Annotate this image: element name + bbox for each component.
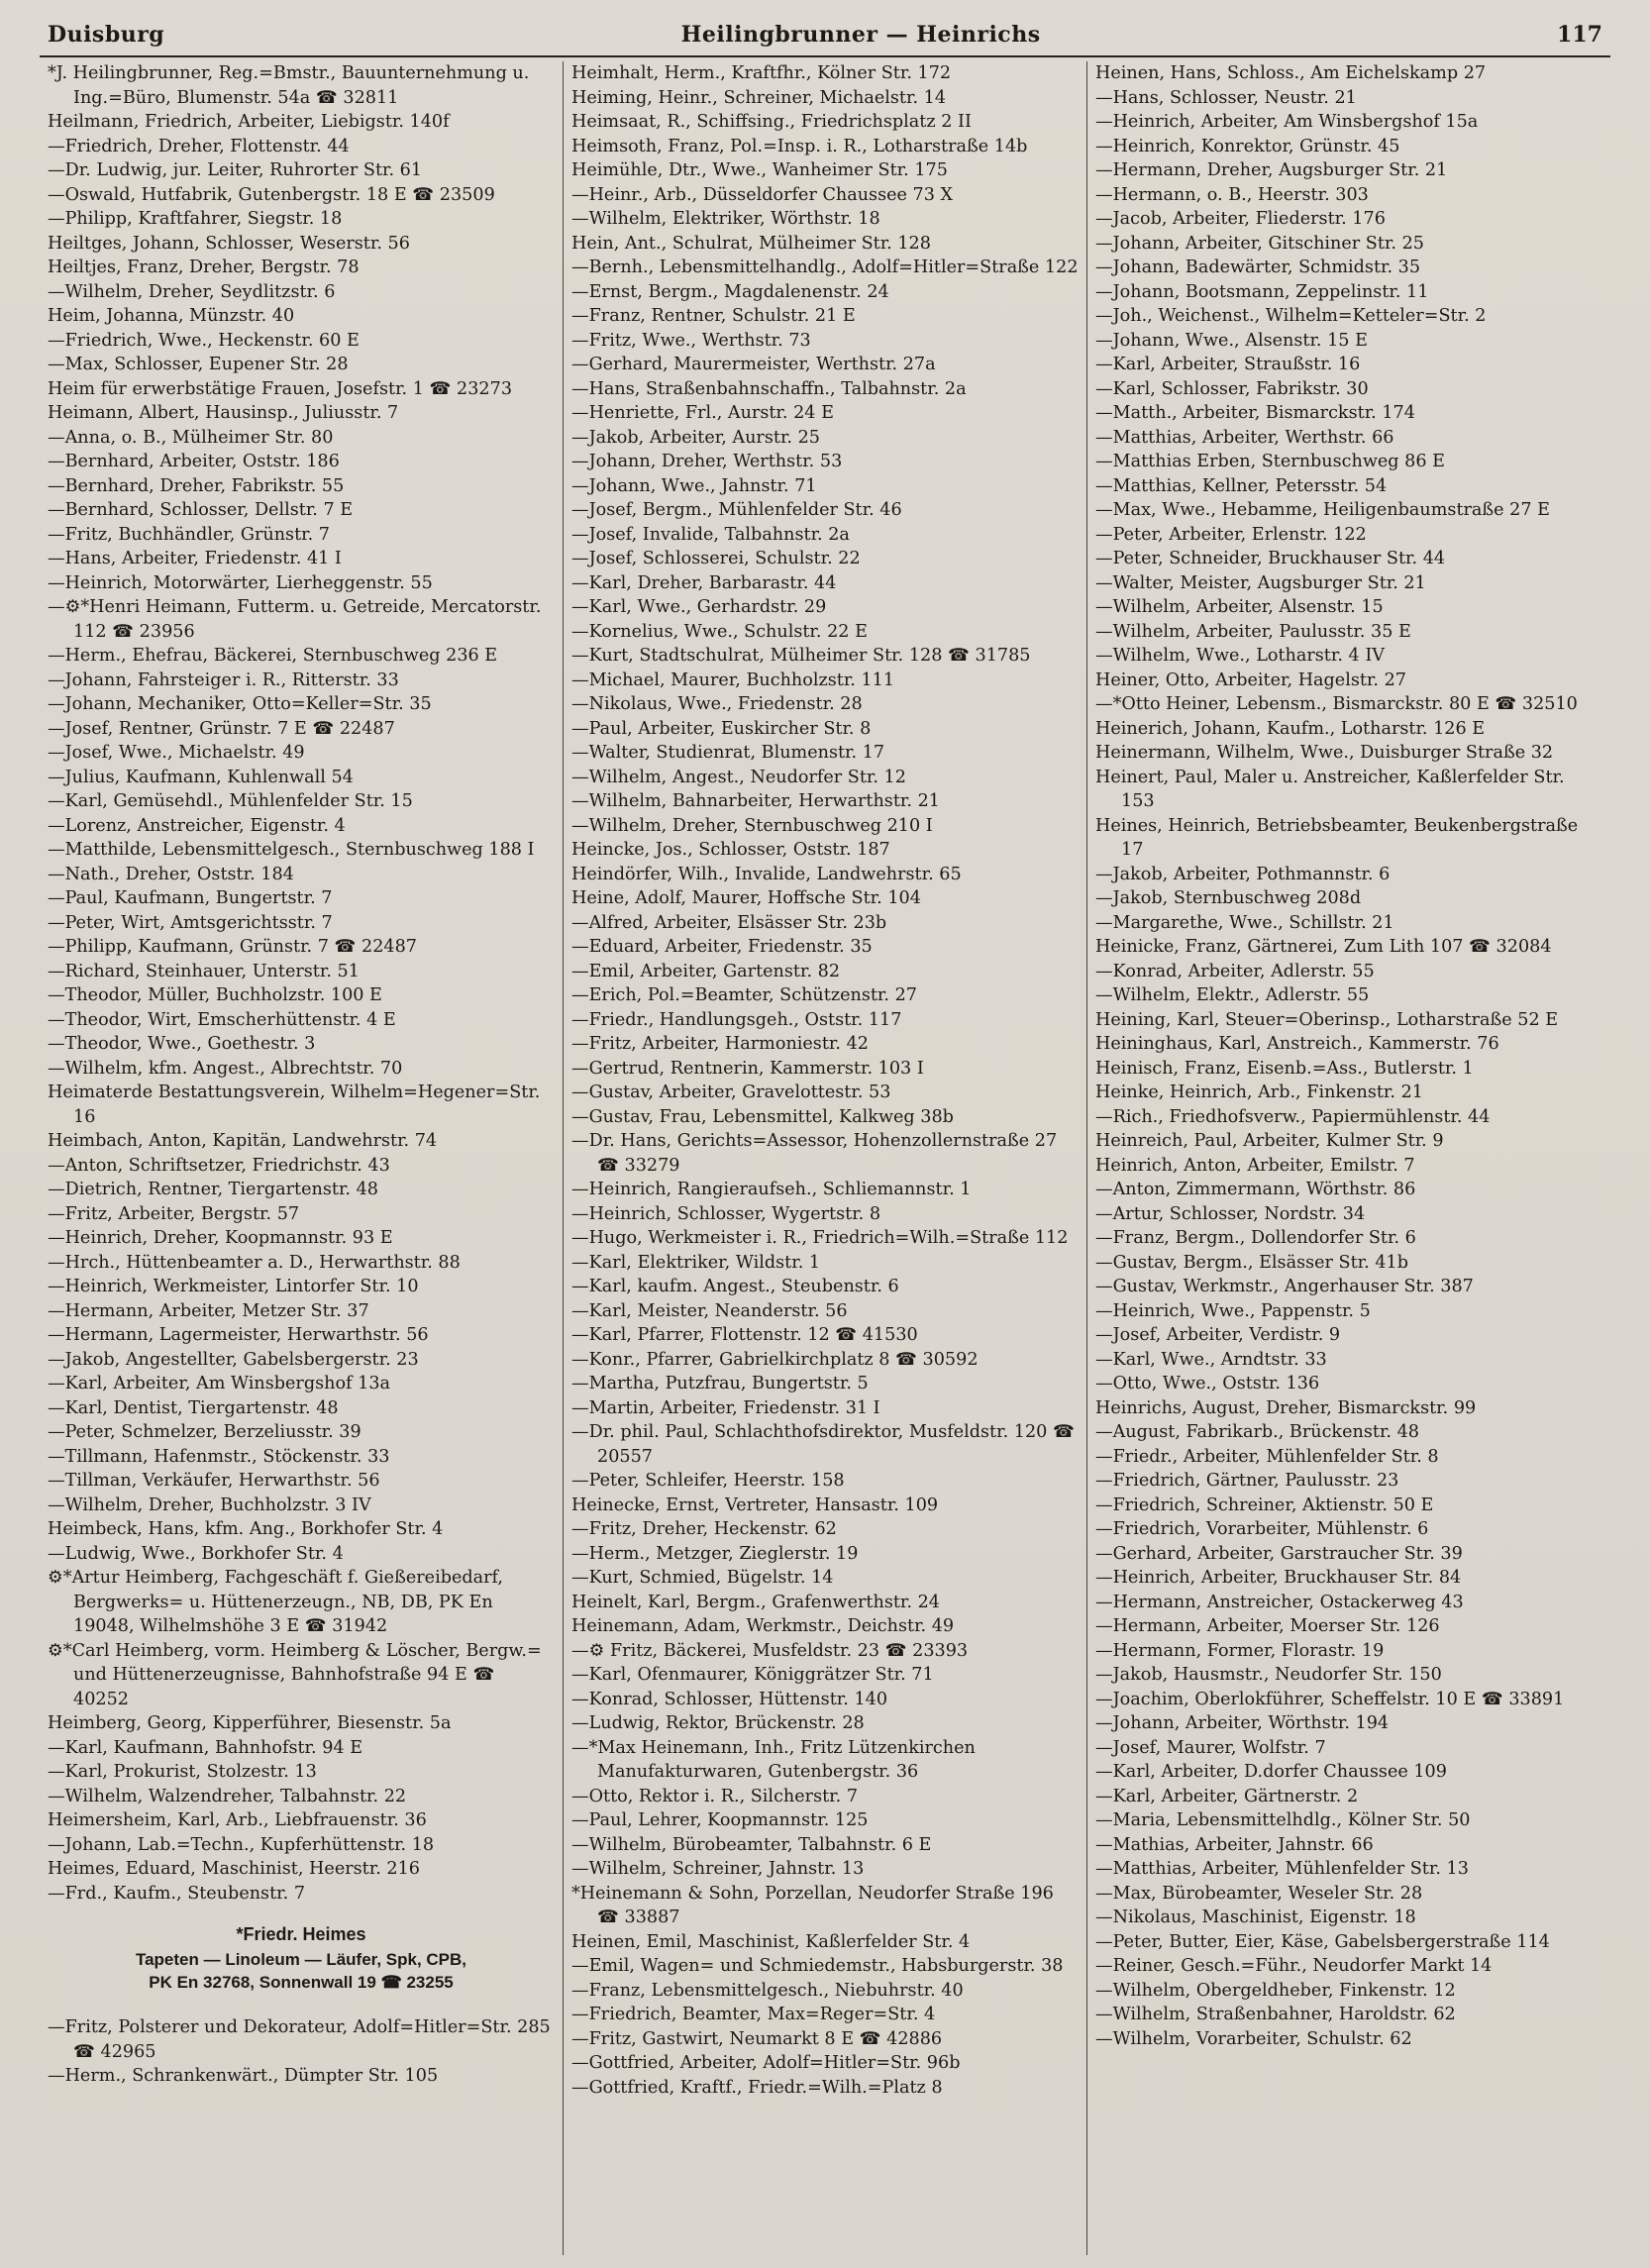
directory-entry: Heiming, Heinr., Schreiner, Michaelstr. 14 — [571, 87, 947, 108]
directory-entry: Heimersheim, Karl, Arb., Liebfrauenstr. 36 — [48, 1810, 427, 1830]
directory-entry: —Max, Bürobeamter, Weseler Str. 28 — [1095, 1883, 1423, 1904]
directory-entry: —Wilhelm, Schreiner, Jahnstr. 13 — [571, 1859, 865, 1879]
directory-entry: —Julius, Kaufmann, Kuhlenwall 54 — [48, 767, 354, 787]
directory-entry: —Gerhard, Arbeiter, Garstraucher Str. 39 — [1095, 1543, 1463, 1564]
directory-entry: Heinreich, Paul, Arbeiter, Kulmer Str. 9 — [1095, 1131, 1444, 1151]
directory-entry: —Friedrich, Beamter, Max=Reger=Str. 4 — [571, 2005, 936, 2024]
directory-entry: —Karl, Wwe., Arndtstr. 33 — [1095, 1349, 1327, 1370]
directory-entry: —Hermann, Dreher, Augsburger Str. 21 — [1095, 160, 1448, 180]
directory-entry: —Ludwig, Wwe., Borkhofer Str. 4 — [48, 1543, 344, 1564]
directory-entry: —Nikolaus, Maschinist, Eigenstr. 18 — [1095, 1907, 1416, 1927]
directory-entry: —Heinrich, Werkmeister, Lintorfer Str. 10 — [48, 1277, 419, 1296]
directory-entry: —Johann, Wwe., Alsenstr. 15 E — [1095, 330, 1368, 351]
directory-entry: —Karl, Prokurist, Stolzestr. 13 — [48, 1762, 317, 1782]
directory-entry: —Matthias Erben, Sternbuschweg 86 E — [1095, 452, 1445, 471]
directory-entry: —Heinrich, Arbeiter, Am Winsbergshof 15a — [1095, 112, 1479, 132]
directory-entry: —Jakob, Angestellter, Gabelsbergerstr. 23 — [48, 1349, 419, 1370]
directory-entry: —Hermann, Former, Florastr. 19 — [1095, 1640, 1385, 1661]
directory-entry: —Fritz, Arbeiter, Bergstr. 57 — [48, 1203, 300, 1224]
directory-entry: Heiltjes, Franz, Dreher, Bergstr. 78 — [48, 258, 360, 277]
directory-entry: —Gertrud, Rentnerin, Kammerstr. 103 I — [571, 1058, 924, 1079]
directory-entry: —Dr. phil. Paul, Schlachthofsdirektor, Musfeldstr. 120 ☎ 20557 — [571, 1422, 1075, 1467]
directory-entry: Heimbeck, Hans, kfm. Ang., Borkhofer Str. 4 — [48, 1519, 444, 1539]
directory-entry: —Nikolaus, Wwe., Friedenstr. 28 — [571, 694, 863, 714]
directory-entry: —Johann, Bootsmann, Zeppelinstr. 11 — [1095, 281, 1429, 302]
directory-entry: —Heinr., Arb., Düsseldorfer Chaussee 73 X — [571, 184, 954, 205]
directory-entry: —Herm., Metzger, Zieglerstr. 19 — [571, 1543, 859, 1564]
directory-entry: —Karl, Pfarrer, Flottenstr. 12 ☎ 41530 — [571, 1325, 918, 1345]
directory-entry: —Wilhelm, Arbeiter, Alsenstr. 15 — [1095, 597, 1384, 617]
directory-entry: —Josef, Wwe., Michaelstr. 49 — [48, 743, 305, 763]
directory-entry: —Jacob, Arbeiter, Fliederstr. 176 — [1095, 209, 1386, 229]
directory-entry: —Richard, Steinhauer, Unterstr. 51 — [48, 961, 360, 981]
directory-entry: —Heinrich, Arbeiter, Bruckhauser Str. 84 — [1095, 1568, 1462, 1588]
directory-entry: —Emil, Wagen= und Schmiedemstr., Habsburgerstr. 38 — [571, 1956, 1064, 1976]
ad-name: *Friedr. Heimes — [236, 1924, 366, 1944]
directory-entry: —Josef, Maurer, Wolfstr. 7 — [1095, 1737, 1326, 1758]
directory-entry: —Josef, Schlosserei, Schulstr. 22 — [571, 549, 861, 568]
ad-line-1: Tapeten — Linoleum — Läufer, Spk, CPB, — [135, 1950, 467, 1969]
directory-entry: Heine, Adolf, Maurer, Hoffsche Str. 104 — [571, 888, 921, 908]
directory-entry: —Heinrich, Wwe., Pappenstr. 5 — [1095, 1300, 1371, 1321]
directory-entry: —Wilhelm, Bürobeamter, Talbahnstr. 6 E — [571, 1834, 932, 1855]
directory-entry: Heinrich, Anton, Arbeiter, Emilstr. 7 — [1095, 1155, 1415, 1176]
directory-entry: —Bernhard, Arbeiter, Oststr. 186 — [48, 452, 340, 471]
page-number: 117 — [1557, 22, 1602, 48]
directory-entry: —Karl, Arbeiter, Am Winsbergshof 13a — [48, 1374, 391, 1393]
directory-entry: —Konrad, Schlosser, Hüttenstr. 140 — [571, 1689, 888, 1709]
directory-entry: —Gustav, Frau, Lebensmittel, Kalkweg 38b — [571, 1106, 954, 1127]
directory-entry: Heinke, Heinrich, Arb., Finkenstr. 21 — [1095, 1082, 1423, 1102]
directory-entry: *Heinemann & Sohn, Porzellan, Neudorfer Straße 196 ☎ 33887 — [571, 1883, 1054, 1927]
directory-entry: —Kornelius, Wwe., Schulstr. 22 E — [571, 621, 868, 642]
directory-entry: —Jakob, Hausmstr., Neudorfer Str. 150 — [1095, 1665, 1442, 1685]
directory-entry: —Karl, Dreher, Barbarastr. 44 — [571, 572, 837, 593]
directory-entry: —Heinrich, Dreher, Koopmannstr. 93 E — [48, 1228, 393, 1248]
directory-entry: —Peter, Schneider, Bruckhauser Str. 44 — [1095, 549, 1446, 568]
directory-entry: —Josef, Rentner, Grünstr. 7 E ☎ 22487 — [48, 718, 395, 739]
directory-entry: —Dr. Hans, Gerichts=Assessor, Hohenzollernstraße 27 ☎ 33279 — [571, 1131, 1058, 1176]
directory-entry: —Josef, Arbeiter, Verdistr. 9 — [1095, 1325, 1341, 1345]
directory-entry: —Gustav, Werkmstr., Angerhauser Str. 387 — [1095, 1277, 1474, 1296]
column-left — [40, 61, 563, 2255]
directory-entry: —Wilhelm, kfm. Angest., Albrechtstr. 70 — [48, 1058, 403, 1079]
directory-entry: —Matthias, Kellner, Petersstr. 54 — [1095, 475, 1388, 496]
directory-entry: —Walter, Meister, Augsburger Str. 21 — [1095, 572, 1426, 593]
directory-entry: Heiltges, Johann, Schlosser, Weserstr. 56 — [48, 233, 410, 254]
directory-entry: —Wilhelm, Wwe., Lotharstr. 4 IV — [1095, 646, 1385, 666]
directory-entry: —Paul, Kaufmann, Bungertstr. 7 — [48, 888, 333, 908]
directory-entry: —Johann, Wwe., Jahnstr. 71 — [571, 475, 817, 496]
directory-entry: —Peter, Arbeiter, Erlenstr. 122 — [1095, 524, 1367, 545]
directory-entry: —Matthias, Arbeiter, Werthstr. 66 — [1095, 427, 1394, 448]
directory-entry: —Wilhelm, Elektriker, Wörthstr. 18 — [571, 209, 880, 229]
directory-entry: Heimsaat, R., Schiffsing., Friedrichsplatz 2 II — [571, 112, 972, 132]
header-name-range: Heilingbrunner — Heinrichs — [680, 22, 1041, 48]
directory-entry: —Theodor, Müller, Buchholzstr. 100 E — [48, 985, 382, 1005]
directory-entry: —Otto, Wwe., Oststr. 136 — [1095, 1374, 1320, 1393]
directory-entry: —Karl, Ofenmaurer, Königgrätzer Str. 71 — [571, 1665, 934, 1685]
directory-entry: —*Otto Heiner, Lebensm., Bismarckstr. 80 E ☎ 32510 — [1095, 694, 1578, 714]
directory-entry: —Gottfried, Kraftf., Friedr.=Wilh.=Platz 8 — [571, 2077, 943, 2098]
directory-entry: —Otto, Rektor i. R., Silcherstr. 7 — [571, 1786, 859, 1806]
directory-entry: —Reiner, Gesch.=Führ., Neudorfer Markt 14 — [1095, 1956, 1493, 1976]
directory-entry: —Wilhelm, Arbeiter, Paulusstr. 35 E — [1095, 621, 1411, 642]
directory-entry: —Matthias, Arbeiter, Mühlenfelder Str. 13 — [1095, 1859, 1469, 1879]
directory-entry: —Karl, Arbeiter, D.dorfer Chaussee 109 — [1095, 1762, 1447, 1782]
directory-entry: —Martha, Putzfrau, Bungertstr. 5 — [571, 1374, 869, 1393]
directory-entry: —Ludwig, Rektor, Brückenstr. 28 — [571, 1713, 865, 1733]
directory-entry: Heinicke, Franz, Gärtnerei, Zum Lith 107 ☎ 32084 — [1095, 937, 1552, 957]
directory-entry: Heiner, Otto, Arbeiter, Hagelstr. 27 — [1095, 670, 1406, 690]
directory-entry: —Hermann, Arbeiter, Moerser Str. 126 — [1095, 1616, 1440, 1636]
directory-entry: —Fritz, Arbeiter, Harmoniestr. 42 — [571, 1034, 869, 1054]
column-middle — [563, 61, 1086, 2255]
directory-entry: —Fritz, Gastwirt, Neumarkt 8 E ☎ 42886 — [571, 2028, 943, 2049]
directory-entry: —Matth., Arbeiter, Bismarckstr. 174 — [1095, 403, 1415, 423]
directory-entry: —Hermann, Anstreicher, Ostackerweg 43 — [1095, 1592, 1464, 1612]
directory-entry: —Rich., Friedhofsverw., Papiermühlenstr. 44 — [1095, 1106, 1491, 1127]
directory-entry: Heinecke, Ernst, Vertreter, Hansastr. 109 — [571, 1495, 939, 1515]
directory-entry: —Joh., Weichenst., Wilhelm=Ketteler=Str. 2 — [1095, 306, 1487, 326]
directory-entry: —Josef, Bergm., Mühlenfelder Str. 46 — [571, 500, 902, 520]
directory-entry: —Dietrich, Rentner, Tiergartenstr. 48 — [48, 1180, 378, 1199]
directory-entry: Heim, Johanna, Münzstr. 40 — [48, 306, 295, 326]
directory-entry: —Paul, Arbeiter, Euskircher Str. 8 — [571, 718, 872, 739]
directory-entry: —Herm., Schrankenwärt., Dümpter Str. 105 — [48, 2066, 439, 2086]
directory-entry: —Margarethe, Wwe., Schillstr. 21 — [1095, 912, 1394, 933]
directory-entry: —Peter, Butter, Eier, Käse, Gabelsbergerstraße 114 — [1095, 1931, 1550, 1952]
directory-entry: Heines, Heinrich, Betriebsbeamter, Beukenbergstraße 17 — [1095, 815, 1579, 860]
column-right — [1086, 61, 1610, 2255]
column-left-entries-after-ad — [48, 2015, 555, 2089]
directory-entry: ⚙*Carl Heimberg, vorm. Heimberg & Löscher, Bergw.= und Hüttenerzeugnisse, Bahnhofstraße 94 E ☎ 40252 — [48, 1640, 542, 1709]
directory-entry: —⚙*Henri Heimann, Futterm. u. Getreide, Mercatorstr. 112 ☎ 23956 — [48, 597, 542, 642]
directory-entry: —Oswald, Hutfabrik, Gutenbergstr. 18 E ☎ 23509 — [48, 184, 495, 205]
directory-entry: —Gustav, Arbeiter, Gravelottestr. 53 — [571, 1082, 891, 1102]
directory-entry: —Wilhelm, Angest., Neudorfer Str. 12 — [571, 767, 906, 787]
directory-entry: —Karl, Dentist, Tiergartenstr. 48 — [48, 1397, 339, 1418]
directory-entry: —Karl, Kaufmann, Bahnhofstr. 94 E — [48, 1737, 363, 1758]
ad-line-2: PK En 32768, Sonnenwall 19 ☎ 23255 — [149, 1973, 454, 1992]
directory-entry: —Anna, o. B., Mülheimer Str. 80 — [48, 427, 334, 448]
directory-entry: Heinelt, Karl, Bergm., Grafenwerthstr. 24 — [571, 1592, 940, 1612]
advertisement-heimes — [48, 1923, 555, 1994]
directory-entry: —Karl, Wwe., Gerhardstr. 29 — [571, 597, 827, 617]
directory-entry: —Theodor, Wwe., Goethestr. 3 — [48, 1034, 316, 1054]
directory-entry: —Johann, Fahrsteiger i. R., Ritterstr. 33 — [48, 670, 399, 690]
directory-entry: —Martin, Arbeiter, Friedenstr. 31 I — [571, 1397, 880, 1418]
directory-entry: —Friedrich, Vorarbeiter, Mühlenstr. 6 — [1095, 1519, 1429, 1539]
directory-entry: Heinrichs, August, Dreher, Bismarckstr. 99 — [1095, 1397, 1477, 1418]
directory-entry: Hein, Ant., Schulrat, Mülheimer Str. 128 — [571, 233, 931, 254]
directory-entry: —Wilhelm, Straßenbahner, Haroldstr. 62 — [1095, 2005, 1456, 2024]
directory-entry: —Walter, Studienrat, Blumenstr. 17 — [571, 743, 885, 763]
directory-entry: —Frd., Kaufm., Steubenstr. 7 — [48, 1883, 306, 1904]
directory-entry: —Tillman, Verkäufer, Herwarthstr. 56 — [48, 1471, 380, 1491]
directory-entry: —Emil, Arbeiter, Gartenstr. 82 — [571, 961, 841, 981]
directory-entry: —Fritz, Dreher, Heckenstr. 62 — [571, 1519, 837, 1539]
directory-entry: ⚙*Artur Heimberg, Fachgeschäft f. Gießereibedarf, Bergwerks= u. Hüttenerzeugn., NB, DB, PK En 19048, Wilhelmshöhe 3 E ☎ 31942 — [48, 1568, 504, 1636]
directory-entry: *J. Heilingbrunner, Reg.=Bmstr., Bauunternehmung u. Ing.=Büro, Blumenstr. 54a ☎ 32811 — [48, 63, 530, 108]
directory-entry: —Wilhelm, Obergeldheber, Finkenstr. 12 — [1095, 1980, 1456, 2001]
directory-entry: —Franz, Rentner, Schulstr. 21 E — [571, 306, 856, 326]
directory-entry: —Jakob, Sternbuschweg 208d — [1095, 888, 1362, 908]
directory-entry: —Michael, Maurer, Buchholzstr. 111 — [571, 670, 895, 690]
directory-entry: —Herm., Ehefrau, Bäckerei, Sternbuschweg 236 E — [48, 646, 498, 666]
directory-entry: —Wilhelm, Walzendreher, Talbahnstr. 22 — [48, 1786, 407, 1806]
page-header — [40, 22, 1610, 57]
directory-entry: —Philipp, Kraftfahrer, Siegstr. 18 — [48, 209, 343, 229]
directory-entry: —Wilhelm, Elektr., Adlerstr. 55 — [1095, 985, 1370, 1005]
directory-entry: —Philipp, Kaufmann, Grünstr. 7 ☎ 22487 — [48, 937, 417, 957]
column-middle-entries — [571, 61, 1079, 2100]
directory-entry: —Hans, Straßenbahnschaffn., Talbahnstr. 2a — [571, 378, 967, 399]
directory-entry: —Nath., Dreher, Oststr. 184 — [48, 864, 294, 884]
directory-entry: —Karl, Elektriker, Wildstr. 1 — [571, 1252, 821, 1273]
directory-entry: Heim für erwerbstätige Frauen, Josefstr. 1 ☎ 23273 — [48, 378, 513, 399]
directory-entry: —Hans, Arbeiter, Friedenstr. 41 I — [48, 549, 342, 568]
column-left-entries — [48, 61, 555, 1906]
directory-entry: —Gottfried, Arbeiter, Adolf=Hitler=Str. 96b — [571, 2053, 961, 2073]
directory-entry: —Ernst, Bergm., Magdalenenstr. 24 — [571, 281, 889, 302]
directory-entry: —Konrad, Arbeiter, Adlerstr. 55 — [1095, 961, 1375, 981]
directory-entry: Heimes, Eduard, Maschinist, Heerstr. 216 — [48, 1859, 420, 1879]
directory-entry: —Franz, Lebensmittelgesch., Niebuhrstr. 40 — [571, 1980, 964, 2001]
directory-entry: —Heinrich, Schlosser, Wygertstr. 8 — [571, 1203, 881, 1224]
directory-entry: —Friedrich, Wwe., Heckenstr. 60 E — [48, 330, 360, 351]
directory-entry: —Karl, Arbeiter, Straußstr. 16 — [1095, 355, 1361, 374]
directory-entry: —Hermann, o. B., Heerstr. 303 — [1095, 184, 1369, 205]
directory-entry: —Peter, Wirt, Amtsgerichtsstr. 7 — [48, 912, 333, 933]
directory-entry: —Karl, Meister, Neanderstr. 56 — [571, 1300, 848, 1321]
directory-entry: —Joachim, Oberlokführer, Scheffelstr. 10 E ☎ 33891 — [1095, 1689, 1565, 1709]
directory-entry: —Gustav, Bergm., Elsässer Str. 41b — [1095, 1252, 1408, 1273]
directory-entry: —Karl, Gemüsehdl., Mühlenfelder Str. 15 — [48, 791, 413, 811]
directory-entry: Heininghaus, Karl, Anstreich., Kammerstr. 76 — [1095, 1034, 1499, 1054]
directory-entry: Heindörfer, Wilh., Invalide, Landwehrstr. 65 — [571, 864, 962, 884]
directory-entry: —Friedrich, Gärtner, Paulusstr. 23 — [1095, 1471, 1399, 1491]
directory-entry: —Hugo, Werkmeister i. R., Friedrich=Wilh.=Straße 112 — [571, 1228, 1069, 1248]
directory-entry: —Karl, kaufm. Angest., Steubenstr. 6 — [571, 1277, 899, 1296]
directory-entry: Heinen, Emil, Maschinist, Kaßlerfelder Str. 4 — [571, 1931, 971, 1952]
directory-entry: —Bernhard, Schlosser, Dellstr. 7 E — [48, 500, 354, 520]
directory-entry: —Fritz, Wwe., Werthstr. 73 — [571, 330, 811, 351]
directory-entry: —Bernh., Lebensmittelhandlg., Adolf=Hitler=Straße 122 — [571, 258, 1079, 277]
directory-entry: —Lorenz, Anstreicher, Eigenstr. 4 — [48, 815, 346, 836]
directory-entry: —Mathias, Arbeiter, Jahnstr. 66 — [1095, 1834, 1374, 1855]
directory-entry: —Max, Wwe., Hebamme, Heiligenbaumstraße 27 E — [1095, 500, 1550, 520]
directory-entry: —Hermann, Arbeiter, Metzer Str. 37 — [48, 1300, 369, 1321]
directory-entry: Heinemann, Adam, Werkmstr., Deichstr. 49 — [571, 1616, 955, 1636]
directory-entry: —Theodor, Wirt, Emscherhüttenstr. 4 E — [48, 1009, 396, 1030]
directory-entry: —Jakob, Arbeiter, Pothmannstr. 6 — [1095, 864, 1391, 884]
directory-entry: —Alfred, Arbeiter, Elsässer Str. 23b — [571, 912, 887, 933]
directory-entry: —Maria, Lebensmittelhdlg., Kölner Str. 50 — [1095, 1810, 1471, 1830]
directory-entry: —Wilhelm, Dreher, Seydlitzstr. 6 — [48, 281, 336, 302]
directory-entry: —Peter, Schmelzer, Berzeliusstr. 39 — [48, 1422, 361, 1442]
directory-entry: —Heinrich, Konrektor, Grünstr. 45 — [1095, 136, 1400, 156]
directory-entry: —Heinrich, Motorwärter, Lierheggenstr. 55 — [48, 572, 433, 593]
directory-entry: —Friedr., Arbeiter, Mühlenfelder Str. 8 — [1095, 1446, 1439, 1467]
directory-entry: Heimaterde Bestattungsverein, Wilhelm=Hegener=Str. 16 — [48, 1082, 541, 1127]
directory-entry: —Josef, Invalide, Talbahnstr. 2a — [571, 524, 850, 545]
column-right-entries — [1095, 61, 1602, 2051]
directory-entry: —Heinrich, Rangieraufseh., Schliemannstr. 1 — [571, 1180, 972, 1199]
directory-entry: —Fritz, Polsterer und Dekorateur, Adolf=Hitler=Str. 285 ☎ 42965 — [48, 2017, 551, 2062]
directory-entry: —⚙ Fritz, Bäckerei, Musfeldstr. 23 ☎ 23393 — [571, 1640, 969, 1661]
directory-entry: Heimberg, Georg, Kipperführer, Biesenstr. 5a — [48, 1713, 452, 1733]
directory-entry: —Johann, Badewärter, Schmidstr. 35 — [1095, 258, 1421, 277]
directory-entry: —Anton, Schriftsetzer, Friedrichstr. 43 — [48, 1155, 390, 1176]
directory-columns — [40, 61, 1610, 2255]
directory-entry: —Wilhelm, Dreher, Sternbuschweg 210 I — [571, 815, 933, 836]
directory-entry: —Karl, Arbeiter, Gärtnerstr. 2 — [1095, 1786, 1359, 1806]
directory-entry: Heimühle, Dtr., Wwe., Wanheimer Str. 175 — [571, 160, 948, 180]
directory-entry: Heining, Karl, Steuer=Oberinsp., Lotharstraße 52 E — [1095, 1009, 1559, 1030]
directory-entry: —Friedr., Handlungsgeh., Oststr. 117 — [571, 1009, 902, 1030]
directory-entry: Heilmann, Friedrich, Arbeiter, Liebigstr. 140f — [48, 112, 450, 132]
directory-entry: Heimbach, Anton, Kapitän, Landwehrstr. 74 — [48, 1131, 438, 1151]
directory-entry: —Johann, Mechaniker, Otto=Keller=Str. 35 — [48, 694, 432, 714]
directory-entry: —*Max Heinemann, Inh., Fritz Lützenkirchen Manufakturwaren, Gutenbergstr. 36 — [571, 1737, 976, 1782]
directory-entry: —Fritz, Buchhändler, Grünstr. 7 — [48, 524, 331, 545]
directory-entry: Heincke, Jos., Schlosser, Oststr. 187 — [571, 840, 890, 860]
directory-entry: —Peter, Schleifer, Heerstr. 158 — [571, 1471, 845, 1491]
directory-entry: —Johann, Arbeiter, Gitschiner Str. 25 — [1095, 233, 1424, 254]
directory-entry: —Henriette, Frl., Aurstr. 24 E — [571, 403, 834, 423]
directory-entry: —Jakob, Arbeiter, Aurstr. 25 — [571, 427, 820, 448]
directory-entry: Heinert, Paul, Maler u. Anstreicher, Kaßlerfelder Str. 153 — [1095, 767, 1565, 811]
directory-entry: —Johann, Lab.=Techn., Kupferhüttenstr. 18 — [48, 1834, 435, 1855]
directory-entry: Heimhalt, Herm., Kraftfhr., Kölner Str. 172 — [571, 63, 952, 83]
directory-entry: —Artur, Schlosser, Nordstr. 34 — [1095, 1203, 1366, 1224]
directory-entry: —Hrch., Hüttenbeamter a. D., Herwarthstr. 88 — [48, 1252, 461, 1273]
directory-entry: —Johann, Dreher, Werthstr. 53 — [571, 452, 843, 471]
directory-entry: Heinen, Hans, Schloss., Am Eichelskamp 27 — [1095, 63, 1487, 83]
directory-entry: —Wilhelm, Vorarbeiter, Schulstr. 62 — [1095, 2028, 1412, 2049]
directory-entry: —Friedrich, Schreiner, Aktienstr. 50 E — [1095, 1495, 1434, 1515]
directory-entry: —Wilhelm, Bahnarbeiter, Herwarthstr. 21 — [571, 791, 940, 811]
directory-entry: —Hans, Schlosser, Neustr. 21 — [1095, 87, 1357, 108]
header-city: Duisburg — [48, 22, 165, 48]
directory-entry: —Franz, Bergm., Dollendorfer Str. 6 — [1095, 1228, 1416, 1248]
directory-entry: —Anton, Zimmermann, Wörthstr. 86 — [1095, 1180, 1416, 1199]
directory-entry: Heimsoth, Franz, Pol.=Insp. i. R., Lotharstraße 14b — [571, 136, 1028, 156]
directory-entry: —Gerhard, Maurermeister, Werthstr. 27a — [571, 355, 936, 374]
directory-entry: —Kurt, Stadtschulrat, Mülheimer Str. 128 ☎ 31785 — [571, 646, 1031, 666]
directory-entry: —Tillmann, Hafenmstr., Stöckenstr. 33 — [48, 1446, 390, 1467]
directory-entry: —Wilhelm, Dreher, Buchholzstr. 3 IV — [48, 1495, 371, 1515]
directory-entry: —Friedrich, Dreher, Flottenstr. 44 — [48, 136, 350, 156]
directory-entry: —Dr. Ludwig, jur. Leiter, Ruhrorter Str. 61 — [48, 160, 423, 180]
directory-entry: —Erich, Pol.=Beamter, Schützenstr. 27 — [571, 985, 917, 1005]
directory-entry: —Matthilde, Lebensmittelgesch., Sternbuschweg 188 I — [48, 840, 535, 860]
directory-entry: —Hermann, Lagermeister, Herwarthstr. 56 — [48, 1325, 429, 1345]
directory-entry: —Karl, Schlosser, Fabrikstr. 30 — [1095, 378, 1369, 399]
directory-entry: Heinisch, Franz, Eisenb.=Ass., Butlerstr. 1 — [1095, 1058, 1474, 1079]
directory-entry: Heimann, Albert, Hausinsp., Juliusstr. 7 — [48, 403, 399, 423]
directory-entry: —Konr., Pfarrer, Gabrielkirchplatz 8 ☎ 30592 — [571, 1349, 979, 1370]
directory-entry: —Kurt, Schmied, Bügelstr. 14 — [571, 1568, 834, 1588]
directory-entry: —August, Fabrikarb., Brückenstr. 48 — [1095, 1422, 1419, 1442]
directory-entry: —Bernhard, Dreher, Fabrikstr. 55 — [48, 475, 345, 496]
directory-entry: Heinerich, Johann, Kaufm., Lotharstr. 126 E — [1095, 718, 1486, 739]
directory-entry: —Johann, Arbeiter, Wörthstr. 194 — [1095, 1713, 1390, 1733]
directory-entry: —Paul, Lehrer, Koopmannstr. 125 — [571, 1810, 869, 1830]
directory-entry: Heinermann, Wilhelm, Wwe., Duisburger Straße 32 — [1095, 743, 1554, 763]
directory-entry: —Max, Schlosser, Eupener Str. 28 — [48, 355, 349, 374]
directory-entry: —Eduard, Arbeiter, Friedenstr. 35 — [571, 937, 873, 957]
